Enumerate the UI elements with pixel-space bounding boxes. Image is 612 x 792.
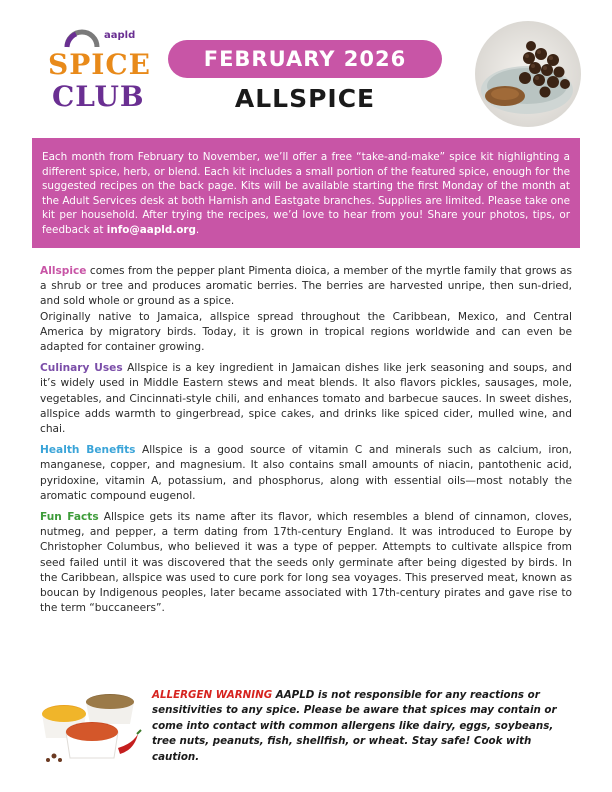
main-content (40, 264, 572, 622)
allergen-label: ALLERGEN WARNING (152, 689, 273, 701)
spice-name-title: ALLSPICE (234, 84, 376, 113)
culinary-lead: Culinary Uses (40, 362, 123, 375)
allspice-paragraph (40, 264, 572, 355)
logo-spice-text: SPICE (48, 48, 151, 81)
fun-text: Allspice gets its name after its flavor, which resembles a blend of cinnamon, cloves, nutmeg, and pepper, a term dating from 17th-century England. It was introduced to Europe by Christopher Columbus, who believed it was a type of pepper. Attempts to cultivate allspice from seed failed until it was discovered that the seeds only germinate after being digested by birds. In the Caribbean, allspice was used to cure pork for long sea voyages. This preserved meat, known as boucan by Indigenous peoples, later became associated with 17th-century pirates and gave rise to the term “buccaneers”. (40, 511, 572, 615)
logo-small-text: aapld (104, 30, 136, 41)
spice-bowls-icon (38, 684, 142, 766)
allspice-text: comes from the pepper plant Pimenta dioica, a member of the myrtle family that grows as a shrub or tree and produces aromatic berries. The berries are harvested unripe, then sun-dried, and sold whole or ground as a spice. (40, 265, 572, 308)
allspice-lead: Allspice (40, 265, 87, 277)
month-title-pill (168, 40, 442, 78)
health-paragraph (40, 443, 572, 504)
month-title: FEBRUARY 2026 (203, 47, 407, 71)
allspice-text-2: Originally native to Jamaica, allspice spread throughout the Caribbean, Mexico, and Central America by migratory birds. Today, it is grown in tropical regions worldwide and can even be adapted for container growing. (40, 310, 572, 354)
intro-text: Each month from February to November, we’ll offer a free “take-and-make” spice kit highlighting a different spice, herb, or blend. Each kit includes a small portion of the featured spice, enough for the suggested recipes on the back page. Kits will be available starting the first Monday of the month at the Adult Services desk at both Harnish and Eastgate branches. Supplies are limited. Please take one kit per household. After trying the recipes, we’d love to hear from you! Share your photos, tips, or feedback at (42, 151, 570, 236)
intro-box (32, 138, 580, 248)
fun-paragraph (40, 510, 572, 616)
logo-arc-icon (64, 28, 100, 48)
culinary-text: Allspice is a key ingredient in Jamaican dishes like jerk seasoning and soups, and it’s widely used in Middle Eastern stews and meat blends. It also flavors pickles, sausages, mole, vegetables, and Cincinnati-style chili, and enhances tomato and barbecue sauces. In sweet dishes, allspice adds warmth to gingerbread, spice cakes, and drinks like spiced cider, mulled wine, and chai. (40, 362, 572, 436)
allergen-text: AAPLD is not responsible for any reactions or sensitivities to any spice. Please be aware that spices may contain or come into contact with common allergens like dairy, eggs, soybeans, tree nuts, peanuts, fish, shellfish, or wheat. Stay safe! Cook with caution. (152, 689, 557, 763)
intro-end: . (195, 223, 200, 236)
fun-lead: Fun Facts (40, 511, 99, 524)
culinary-paragraph (40, 361, 572, 437)
logo-club-text: CLUB (52, 80, 145, 113)
health-text: Allspice is a good source of vitamin C and minerals such as calcium, iron, manganese, copper, and magnesium. It also contains small amounts of niacin, pantothenic acid, pyridoxine, vitamin A, potassium, and phosphorus, along with essential oils—most notably the aromatic compound eugenol. (40, 444, 573, 502)
contact-email-link[interactable]: info@aapld.org (106, 223, 196, 236)
health-lead: Health Benefits (40, 444, 136, 457)
allspice-bowl-icon (469, 20, 587, 128)
spice-club-logo (42, 26, 151, 126)
allergen-warning (152, 688, 562, 765)
